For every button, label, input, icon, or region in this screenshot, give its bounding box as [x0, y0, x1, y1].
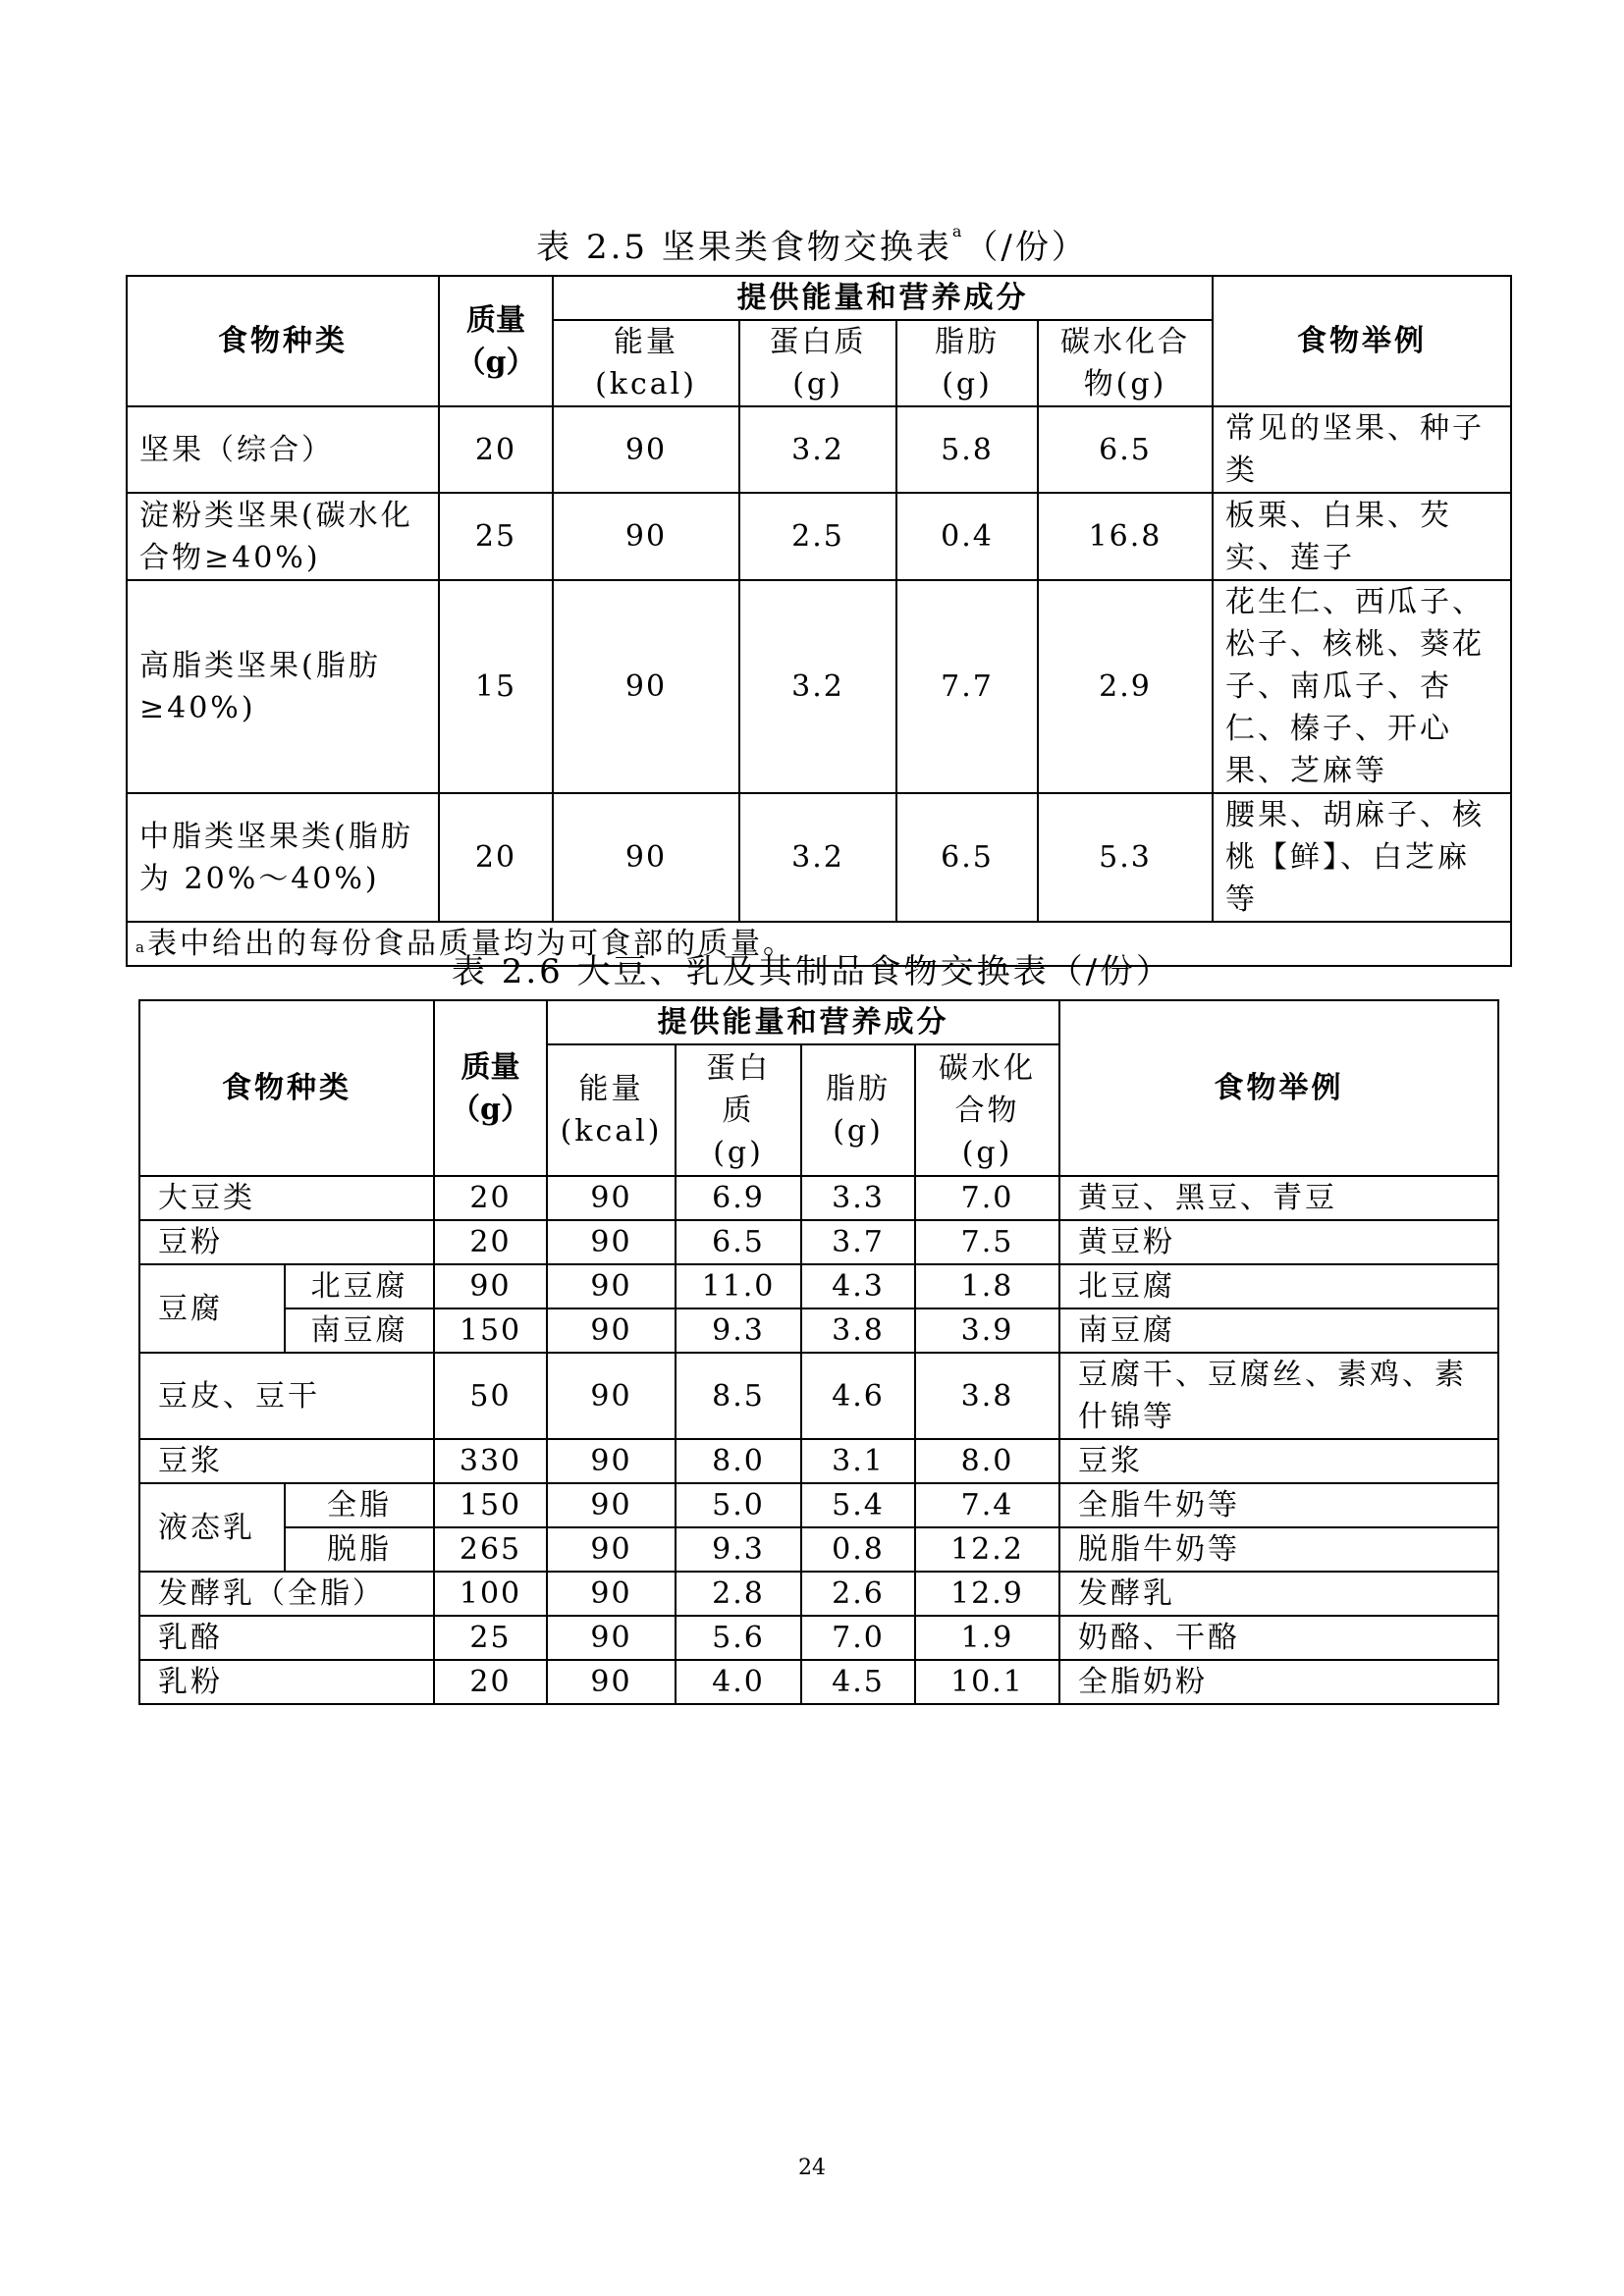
table2-header-mass [434, 1000, 547, 1176]
table2-cell-protein: 2.8 [676, 1572, 801, 1616]
table2-cell-examples: 豆浆 [1059, 1439, 1498, 1483]
table2-header-energy [547, 1044, 676, 1176]
table1-header-mass [439, 276, 553, 406]
table2-cell-protein: 9.3 [676, 1527, 801, 1572]
table2-cell-name: 发酵乳（全脂） [139, 1572, 434, 1616]
table2-cell-group: 液态乳 [139, 1483, 285, 1572]
table2-cell-examples: 南豆腐 [1059, 1308, 1498, 1353]
table2-header-protein-label-2: 质 [722, 1093, 755, 1128]
table2-cell-energy: 90 [547, 1616, 676, 1660]
table2-cell-examples: 发酵乳 [1059, 1572, 1498, 1616]
table2-cell-fat: 3.3 [801, 1176, 915, 1220]
table2-cell-energy: 90 [547, 1660, 676, 1704]
table1-cell-mass: 20 [439, 793, 553, 922]
table2-cell-carb: 7.4 [915, 1483, 1059, 1527]
table2-cell-name: 豆粉 [139, 1220, 434, 1264]
table2-cell-fat: 3.1 [801, 1439, 915, 1483]
table-row [139, 1483, 1498, 1527]
table1-cell-energy: 90 [553, 493, 739, 580]
table1-cell-name: 高脂类坚果(脂肪≥40%) [127, 580, 439, 793]
table1-header-protein [739, 320, 896, 406]
table2-header-carb-unit: (g) [961, 1135, 1013, 1170]
table2-cell-examples: 北豆腐 [1059, 1264, 1498, 1308]
table1-cell-protein: 2.5 [739, 493, 896, 580]
table1-footnote-text: 表中给出的每份食品质量均为可食部的质量。 [146, 927, 795, 961]
table2-cell-name: 北豆腐 [285, 1264, 434, 1308]
table-row [139, 1572, 1498, 1616]
table2-cell-mass: 150 [434, 1483, 547, 1527]
table1-header-energy-unit: (kcal) [595, 367, 697, 401]
table2-cell-mass: 265 [434, 1527, 547, 1572]
table1-header-protein-unit: (g) [792, 367, 843, 401]
table2-cell-fat: 2.6 [801, 1572, 915, 1616]
table-row [139, 1616, 1498, 1660]
table2-header-mass-label: 质量 [460, 1049, 520, 1085]
table1-caption [0, 220, 1624, 268]
table2-cell-fat: 7.0 [801, 1616, 915, 1660]
table-row [127, 493, 1511, 580]
table1-cell-carb: 5.3 [1038, 793, 1213, 922]
table2-cell-protein: 6.9 [676, 1176, 801, 1220]
table2-cell-group: 豆腐 [139, 1264, 285, 1353]
table2-cell-protein: 4.0 [676, 1660, 801, 1704]
table1-header-mass-label: 质量 [466, 302, 525, 338]
table2-cell-protein: 9.3 [676, 1308, 801, 1353]
table1-cell-protein: 3.2 [739, 580, 896, 793]
table-row [139, 1264, 1498, 1308]
table1-header-carb-label: 碳水化合 [1060, 325, 1190, 359]
table2-cell-energy: 90 [547, 1220, 676, 1264]
table1-cell-mass: 15 [439, 580, 553, 793]
table1-cell-name: 坚果（综合） [127, 406, 439, 493]
table2-cell-name: 大豆类 [139, 1176, 434, 1220]
table1-header-food-type: 食物种类 [127, 276, 439, 406]
table1-caption-tail: （/份） [964, 228, 1088, 267]
table2-cell-examples: 脱脂牛奶等 [1059, 1527, 1498, 1572]
table-row [139, 1660, 1498, 1704]
table1-header-protein-label: 蛋白质 [769, 325, 867, 359]
table2-cell-fat: 4.6 [801, 1353, 915, 1439]
table-row [139, 1308, 1498, 1353]
table2-cell-protein: 11.0 [676, 1264, 801, 1308]
table2-header-fat-unit: (g) [833, 1114, 884, 1148]
table1-cell-carb: 16.8 [1038, 493, 1213, 580]
table2-cell-protein: 8.0 [676, 1439, 801, 1483]
table2-cell-fat: 0.8 [801, 1527, 915, 1572]
table-row [139, 1176, 1498, 1220]
table2-caption: 表 2.6 大豆、乳及其制品食物交换表（/份） [451, 952, 1173, 991]
table2-cell-carb: 3.8 [915, 1353, 1059, 1439]
table2-cell-name: 乳粉 [139, 1660, 434, 1704]
table1-header-mass-unit: （g） [456, 345, 536, 380]
table2-cell-name: 乳酪 [139, 1616, 434, 1660]
table2-cell-protein: 8.5 [676, 1353, 801, 1439]
table2-cell-carb: 1.8 [915, 1264, 1059, 1308]
table2-header-mass-unit: （g） [451, 1092, 530, 1127]
table2-cell-name: 全脂 [285, 1483, 434, 1527]
table1-cell-examples: 花生仁、西瓜子、松子、核桃、葵花子、南瓜子、杏仁、榛子、开心果、芝麻等 [1213, 580, 1511, 793]
table-row [127, 580, 1511, 793]
table1-cell-mass: 20 [439, 406, 553, 493]
table1-caption-text: 表 2.5 坚果类食物交换表 [536, 228, 952, 267]
table1-cell-mass: 25 [439, 493, 553, 580]
table2-cell-protein: 5.6 [676, 1616, 801, 1660]
table2-cell-mass: 100 [434, 1572, 547, 1616]
table2-cell-name: 豆皮、豆干 [139, 1353, 434, 1439]
table2-cell-examples: 全脂奶粉 [1059, 1660, 1498, 1704]
table1-caption-sup: a [951, 222, 965, 240]
table1-header-nutrients: 提供能量和营养成分 [553, 276, 1213, 320]
table2-header-examples: 食物举例 [1059, 1000, 1498, 1176]
table2-cell-energy: 90 [547, 1176, 676, 1220]
table-row [139, 1439, 1498, 1483]
table2-cell-name: 脱脂 [285, 1527, 434, 1572]
table1-cell-carb: 6.5 [1038, 406, 1213, 493]
table1 [126, 275, 1512, 967]
table1-cell-fat: 5.8 [896, 406, 1038, 493]
table1-header-fat-unit: (g) [942, 367, 993, 401]
table2-cell-carb: 8.0 [915, 1439, 1059, 1483]
table2-cell-protein: 6.5 [676, 1220, 801, 1264]
table1-cell-fat: 6.5 [896, 793, 1038, 922]
table2-header-protein-label-1: 蛋白 [706, 1050, 771, 1086]
table1-cell-carb: 2.9 [1038, 580, 1213, 793]
table-row [139, 1220, 1498, 1264]
table2-cell-mass: 20 [434, 1220, 547, 1264]
table2-header-protein [676, 1044, 801, 1176]
table2-header-carb-label-2: 合物 [954, 1093, 1020, 1128]
table1-cell-name: 中脂类坚果类(脂肪为 20%～40%) [127, 793, 439, 922]
table2-cell-fat: 5.4 [801, 1483, 915, 1527]
table2-header-carb-label-1: 碳水化 [939, 1050, 1036, 1086]
table2-cell-carb: 7.0 [915, 1176, 1059, 1220]
table2-cell-energy: 90 [547, 1572, 676, 1616]
table1-header-fat [896, 320, 1038, 406]
table2-header-carb [915, 1044, 1059, 1176]
table2 [138, 999, 1499, 1705]
table2-cell-energy: 90 [547, 1264, 676, 1308]
table2-cell-examples: 黄豆粉 [1059, 1220, 1498, 1264]
table2-cell-mass: 25 [434, 1616, 547, 1660]
table-row [127, 793, 1511, 922]
table2-cell-energy: 90 [547, 1483, 676, 1527]
table1-cell-fat: 0.4 [896, 493, 1038, 580]
table1-header-examples: 食物举例 [1213, 276, 1511, 406]
table2-header-fat [801, 1044, 915, 1176]
table2-header-food-type: 食物种类 [139, 1000, 434, 1176]
table2-cell-carb: 12.9 [915, 1572, 1059, 1616]
table2-cell-fat: 3.7 [801, 1220, 915, 1264]
table1-header-energy [553, 320, 739, 406]
table-row [139, 1353, 1498, 1439]
table2-header-fat-label: 脂肪 [826, 1072, 891, 1106]
page-number: 24 [798, 2156, 826, 2180]
table1-cell-energy: 90 [553, 580, 739, 793]
table2-cell-carb: 7.5 [915, 1220, 1059, 1264]
table1-cell-protein: 3.2 [739, 406, 896, 493]
table1-cell-protein: 3.2 [739, 793, 896, 922]
table2-cell-mass: 20 [434, 1660, 547, 1704]
table2-cell-mass: 150 [434, 1308, 547, 1353]
table1-header-carb [1038, 320, 1213, 406]
table2-cell-mass: 50 [434, 1353, 547, 1439]
table2-cell-carb: 10.1 [915, 1660, 1059, 1704]
table2-cell-mass: 90 [434, 1264, 547, 1308]
table2-header-energy-label: 能量 [578, 1072, 644, 1106]
table2-cell-energy: 90 [547, 1439, 676, 1483]
table2-header-nutrients: 提供能量和营养成分 [547, 1000, 1059, 1044]
table2-cell-fat: 3.8 [801, 1308, 915, 1353]
table2-cell-carb: 3.9 [915, 1308, 1059, 1353]
table-row [127, 406, 1511, 493]
table2-cell-name: 南豆腐 [285, 1308, 434, 1353]
table2-cell-fat: 4.3 [801, 1264, 915, 1308]
table2-cell-examples: 豆腐干、豆腐丝、素鸡、素什锦等 [1059, 1353, 1498, 1439]
table2-cell-mass: 20 [434, 1176, 547, 1220]
table2-cell-fat: 4.5 [801, 1660, 915, 1704]
table2-header-protein-unit: (g) [713, 1135, 764, 1170]
table2-cell-examples: 黄豆、黑豆、青豆 [1059, 1176, 1498, 1220]
table2-cell-mass: 330 [434, 1439, 547, 1483]
table1-cell-name: 淀粉类坚果(碳水化合物≥40%) [127, 493, 439, 580]
table1-header-carb-unit: 物(g) [1083, 367, 1167, 401]
table2-cell-carb: 12.2 [915, 1527, 1059, 1572]
table1-cell-examples: 常见的坚果、种子类 [1213, 406, 1511, 493]
table1-header-fat-label: 脂肪 [935, 325, 1000, 359]
table2-cell-carb: 1.9 [915, 1616, 1059, 1660]
table1-cell-energy: 90 [553, 406, 739, 493]
table2-cell-energy: 90 [547, 1308, 676, 1353]
table2-cell-name: 豆浆 [139, 1439, 434, 1483]
table1-cell-fat: 7.7 [896, 580, 1038, 793]
table2-cell-energy: 90 [547, 1353, 676, 1439]
table2-cell-protein: 5.0 [676, 1483, 801, 1527]
table1-header-energy-label: 能量 [614, 325, 678, 359]
table1-cell-energy: 90 [553, 793, 739, 922]
table2-cell-examples: 奶酪、干酪 [1059, 1616, 1498, 1660]
table-row [139, 1527, 1498, 1572]
table1-cell-examples: 腰果、胡麻子、核桃【鲜】、白芝麻等 [1213, 793, 1511, 922]
table1-cell-examples: 板栗、白果、芡实、莲子 [1213, 493, 1511, 580]
table1-footnote-sup: a [135, 938, 147, 956]
table2-cell-examples: 全脂牛奶等 [1059, 1483, 1498, 1527]
table2-header-energy-unit: (kcal) [560, 1114, 663, 1148]
table2-cell-energy: 90 [547, 1527, 676, 1572]
